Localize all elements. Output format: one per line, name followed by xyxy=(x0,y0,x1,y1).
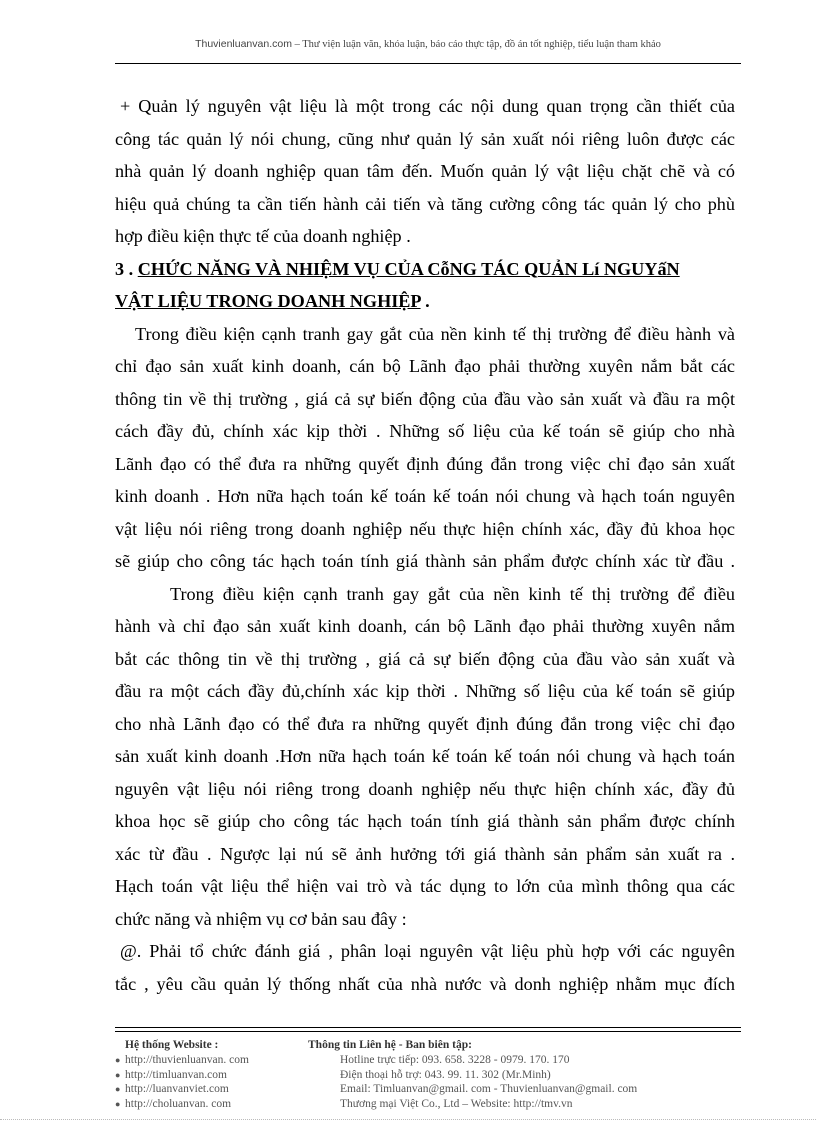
document-body xyxy=(115,90,735,1000)
footer-contact-line: Thương mại Việt Co., Ltd – Website: http://tmv.vn xyxy=(340,1097,573,1110)
footer-websites xyxy=(115,1037,315,1111)
footer-website-link[interactable] xyxy=(115,1068,315,1083)
paragraph-line: chức năng và nhiệm vụ cơ bản sau đây : xyxy=(115,908,407,929)
paragraph-line: vật liệu nói riêng trong doanh nghiệp nếu thực hiện chính xác, đầy đủ khoa học xyxy=(115,518,735,539)
paragraph-line: cho nhà Lãnh đạo có thể đưa ra những quyết định đúng đắn trong việc chỉ đạo xyxy=(115,713,735,734)
header-site-name: Thuvienluanvan.com xyxy=(195,38,292,50)
paragraph-line: nguyên vật liệu nói riêng trong doanh nghiệp nếu thực hiện chính xác, đầy đủ xyxy=(115,778,735,799)
header-tagline: – Thư viện luận văn, khóa luận, báo cáo thực tập, đồ án tốt nghiệp, tiểu luận tham khảo xyxy=(291,39,661,50)
footer-website-text: http://thuvienluanvan. com xyxy=(125,1054,249,1066)
paragraph-line: Trong điều kiện cạnh tranh gay gắt của nền kinh tế thị trường để điều xyxy=(170,583,735,604)
paragraph-line: tắc , yêu cầu quản lý thống nhất của nhà nước và donh nghiệp nhằm mục đích xyxy=(115,973,735,994)
section-title-line1: CHỨC NĂNG VÀ NHIỆM VỤ CỦA CỗNG TÁC QUẢN Lí NGUYấN xyxy=(137,258,680,279)
paragraph-line: Lãnh đạo có thể đưa ra những quyết định đúng đắn trong việc chỉ đạo sản xuất xyxy=(115,453,735,474)
footer-divider-bottom xyxy=(115,1031,741,1032)
section-title-line2: VẬT LIỆU TRONG DOANH NGHIỆP xyxy=(115,291,421,311)
footer-contact-line: Email: Timluanvan@gmail. com - Thuvienluanvan@gmail. com xyxy=(340,1083,638,1095)
paragraph-line: @. Phải tổ chức đánh giá , phân loại nguyên vật liệu phù hợp với các nguyên xyxy=(120,941,735,961)
footer-websites-title: Hệ thống Website : xyxy=(125,1039,219,1051)
paragraph-line: thông tin về thị trường , giá cả sự biến động của đầu vào sản xuất và đầu ra một xyxy=(115,388,735,409)
paragraph-line: khoa học sẽ giúp cho công tác hạch toán tính giá thành sản phẩm được chính xyxy=(115,811,735,831)
footer-website-text: http://choluanvan. com xyxy=(125,1097,232,1110)
footer-contact-line: Hotline trực tiếp: 093. 658. 3228 - 0979. 170. 170 xyxy=(340,1054,570,1066)
paragraph-line: cách đầy đủ, chính xác kịp thời . Những số liệu của kế toán sẽ giúp cho nhà xyxy=(115,421,735,441)
footer-divider-top xyxy=(115,1027,741,1028)
footer-website-link[interactable] xyxy=(115,1053,315,1068)
footer-website-text: http://luanvanviet.com xyxy=(125,1083,229,1095)
body-line: công tác quản lý nói chung, cũng như quản lý sản xuất nói riêng luôn được các xyxy=(115,128,735,149)
body-line: hiệu quả chúng ta cần tiến hành cải tiến và tăng cường công tác quản lý cho phù xyxy=(115,193,735,214)
paragraph-line: sản xuất kinh doanh .Hơn nữa hạch toán kế toán kế toán nói chung và hạch toán xyxy=(115,746,735,766)
section-number: 3 . xyxy=(115,258,138,279)
bullet-icon: ● xyxy=(115,1055,121,1065)
paragraph-line: kinh doanh . Hơn nữa hạch toán kế toán kế toán nói chung và hạch toán nguyên xyxy=(115,486,735,506)
footer-website-link[interactable] xyxy=(115,1082,315,1097)
footer-contacts xyxy=(308,1037,748,1111)
body-line: + Quản lý nguyên vật liệu là một trong các nội dung quan trọng cần thiết của xyxy=(120,96,735,116)
paragraph-line: hành và chỉ đạo sản xuất kinh doanh, cán bộ Lãnh đạo phải thường xuyên nắm xyxy=(115,616,735,636)
paragraph-line: Trong điều kiện cạnh tranh gay gắt của nền kinh tế thị trường để điều hành và xyxy=(135,323,735,344)
bullet-icon: ● xyxy=(115,1069,121,1080)
page-bottom-border xyxy=(0,1119,816,1120)
section-heading-cont xyxy=(115,285,735,318)
paragraph-line: Hạch toán vật liệu thể hiện vai trò và tác dụng to lớn của mình thông qua các xyxy=(115,876,735,896)
footer-website-link[interactable] xyxy=(115,1097,315,1112)
footer-contacts-title: Thông tin Liên hệ - Ban biên tập: xyxy=(308,1039,472,1051)
section-heading xyxy=(115,253,735,286)
body-line: nhà quản lý doanh nghiệp quan tâm đến. Muốn quản lý vật liệu chặt chẽ và có xyxy=(115,161,735,181)
paragraph-line: bắt các thông tin về thị trường , giá cả sự biến động của đầu vào sản xuất và xyxy=(115,648,735,669)
body-line: hợp điều kiện thực tế của doanh nghiệp . xyxy=(115,226,411,246)
footer-website-text: http://timluanvan.com xyxy=(125,1068,227,1081)
section-title-suffix: . xyxy=(420,291,430,311)
bullet-icon: ● xyxy=(115,1098,121,1109)
paragraph-line: chỉ đạo sản xuất kinh doanh, cán bộ Lãnh đạo phải thường xuyên nắm bắt các xyxy=(115,356,735,376)
paragraph-line: xác từ đầu . Ngược lại nú sẽ ảnh hưởng tới giá thành sản phẩm sản xuất ra . xyxy=(115,843,735,864)
paragraph-line: sẽ giúp cho công tác hạch toán tính giá thành sản phẩm được chính xác từ đầu . xyxy=(115,551,735,571)
bullet-icon: ● xyxy=(115,1084,121,1094)
page-header xyxy=(115,38,741,50)
header-divider xyxy=(115,63,741,64)
paragraph-line: đầu ra một cách đầy đủ,chính xác kịp thời . Những số liệu của kế toán sẽ giúp xyxy=(115,681,735,701)
footer-contact-line: Điện thoại hỗ trợ: 043. 99. 11. 302 (Mr.Minh) xyxy=(340,1068,551,1081)
